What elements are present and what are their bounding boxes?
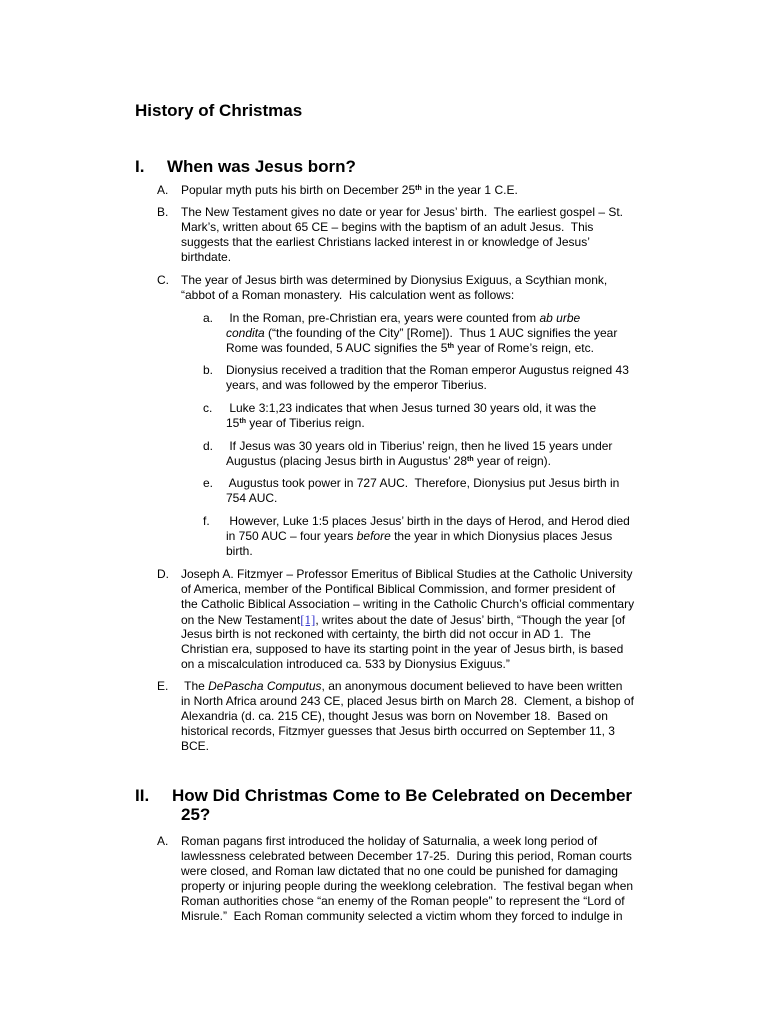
outline-item-a	[135, 834, 768, 924]
text-line	[181, 894, 768, 909]
italic-text: ab urbe	[539, 310, 581, 325]
text-run: Popular myth puts his birth on December 25	[181, 182, 416, 197]
text-line	[181, 183, 768, 198]
text-line	[181, 834, 768, 849]
outline-subitem-e	[181, 476, 768, 506]
document-body	[135, 157, 768, 925]
text-run: 15	[226, 415, 240, 430]
outline-subitem-b	[181, 363, 768, 393]
text-line	[181, 235, 768, 250]
text-line	[181, 864, 768, 879]
outline-subitem-c	[181, 401, 768, 431]
text-run: Rome was founded, 5 AUC signifies the 5	[226, 340, 448, 355]
section-heading-text	[172, 786, 768, 825]
section-numeral: I.	[135, 156, 145, 176]
text-run: Jesus birth is not reckoned with certainty, the birth did not occur in AD 1. The	[181, 626, 591, 641]
text-run: the year in which Dionysius places Jesus	[390, 529, 613, 543]
text-run: in the year 1 C.E.	[421, 182, 518, 197]
item-text	[181, 205, 768, 265]
text-line	[226, 416, 768, 431]
text-run: Luke 3:1,23 indicates that when Jesus turned 30 years old, it was the	[226, 400, 597, 415]
outline-item-c	[135, 273, 768, 559]
item-text	[226, 476, 768, 506]
text-line	[181, 273, 768, 288]
text-run: on a miscalculation introduced ca. 533 by Dionysius Exiguus.”	[181, 656, 510, 671]
text-line	[181, 679, 768, 694]
text-run: The year of Jesus birth was determined by Dionysius Exiguus, a Scythian monk,	[181, 272, 608, 287]
outline-subitem-a	[181, 311, 768, 356]
item-marker: C.	[157, 272, 169, 287]
text-line	[181, 849, 768, 864]
text-line	[226, 341, 768, 356]
text-run: 754 AUC.	[226, 491, 278, 506]
item-marker: f.	[203, 514, 210, 528]
outline-item-e	[135, 679, 768, 754]
section-heading-line: 25?	[181, 805, 211, 825]
text-line	[226, 401, 768, 416]
text-run: the Catholic Biblical Association – writing in the Catholic Church’s official commentary	[181, 596, 635, 611]
superscript-text: th	[467, 455, 474, 463]
section-2	[135, 786, 768, 924]
text-run: Roman authorities chose “an enemy of the Roman people” to represent the “Lord of	[181, 894, 625, 909]
item-text	[181, 679, 768, 754]
text-run: Joseph A. Fitzmyer – Professor Emeritus of Biblical Studies at the Catholic University	[181, 566, 633, 581]
text-line	[181, 627, 768, 642]
text-line	[181, 205, 768, 220]
text-line	[226, 529, 768, 544]
text-run: , writes about the date of Jesus’ birth, “Though the year [of	[315, 612, 626, 627]
section-heading-line: When was Jesus born?	[167, 156, 356, 176]
item-marker: e.	[203, 476, 214, 491]
text-line	[181, 597, 768, 612]
text-run: year of Rome’s reign, etc.	[454, 340, 594, 355]
item-marker: d.	[203, 438, 214, 453]
text-run: Christian era, supposed to have its starting point in the year of Jesus birth, is based	[181, 641, 624, 656]
section-heading	[135, 786, 768, 824]
section-heading-line: How Did Christmas Come to Be Celebrated on December	[172, 786, 633, 806]
item-text	[226, 363, 768, 393]
item-text	[226, 514, 768, 559]
text-run: lawlessness celebrated between December 17-25. During this period, Roman courts	[181, 849, 632, 864]
text-line	[226, 544, 768, 559]
text-run: of America, member of the Pontifical Biblical Commission, and former president of	[181, 581, 616, 596]
section-heading-text	[167, 157, 768, 176]
outline-item-b	[135, 205, 768, 265]
text-run: year of reign).	[473, 453, 552, 468]
text-line	[181, 250, 768, 265]
text-run: “abbot of a Roman monastery. His calculation went as follows:	[181, 287, 515, 302]
item-text	[181, 834, 768, 924]
section-heading	[135, 157, 768, 176]
text-run: Dionysius received a tradition that the Roman emperor Augustus reigned 43	[226, 363, 629, 378]
text-run: Mark’s, written about 65 CE – begins with the baptism of an adult Jesus. This	[181, 220, 594, 235]
text-line	[226, 363, 768, 378]
text-line	[181, 657, 768, 672]
text-run: (“the founding of the City” [Rome]). Thus 1 AUC signifies the year	[264, 325, 618, 340]
text-run: in North Africa around 243 CE, placed Jesus birth on March 28. Clement, a bishop of	[181, 694, 634, 709]
text-line	[181, 288, 768, 303]
text-run: year of Tiberius reign.	[245, 415, 365, 430]
footnote-link[interactable]: [1]	[300, 611, 316, 627]
text-run: Alexandria (d. ca. 215 CE), thought Jesus was born on November 18. Based on	[181, 709, 608, 724]
text-run: The New Testament gives no date or year for Jesus’ birth. The earliest gospel – St.	[181, 205, 624, 220]
text-line	[226, 326, 768, 341]
text-line	[226, 491, 768, 506]
item-marker: c.	[203, 400, 213, 415]
text-run: historical records, Fitzmyer guesses that Jesus birth occurred on September 11, 3	[181, 724, 615, 739]
item-text	[226, 439, 768, 469]
document-title: History of Christmas	[135, 101, 303, 120]
text-line	[181, 909, 768, 924]
item-text	[226, 311, 768, 356]
text-run: suggests that the earliest Christians lacked interest in or knowledge of Jesus’	[181, 235, 590, 250]
item-text	[181, 273, 768, 303]
italic-text: before	[356, 529, 391, 543]
text-line	[226, 439, 768, 454]
text-run: in 750 AUC – four years	[226, 529, 357, 543]
item-text	[181, 183, 768, 198]
outline-subitem-d	[181, 439, 768, 469]
item-marker: B.	[157, 205, 169, 220]
item-marker: D.	[157, 566, 169, 581]
outline-sublist	[181, 311, 768, 559]
text-run: Augustus (placing Jesus birth in Augustus’ 28	[226, 453, 468, 468]
text-run: In the Roman, pre-Christian era, years were counted from	[226, 310, 540, 325]
text-line	[226, 514, 768, 529]
text-run: Roman pagans first introduced the holiday of Saturnalia, a week long period of	[181, 834, 598, 849]
text-run: Misrule.” Each Roman community selected a victim whom they forced to indulge in	[181, 909, 623, 924]
section-1	[135, 157, 768, 755]
outline-item-a	[135, 183, 768, 198]
outline-subitem-f	[181, 514, 768, 559]
text-line	[181, 582, 768, 597]
text-run: BCE.	[181, 739, 210, 754]
item-marker: a.	[203, 310, 214, 325]
text-run: years, and was followed by the emperor Tiberius.	[226, 378, 487, 393]
text-line	[226, 378, 768, 393]
outline-item-d	[135, 567, 768, 672]
text-line	[226, 476, 768, 491]
item-text	[226, 401, 768, 431]
text-run: If Jesus was 30 years old in Tiberius’ reign, then he lived 15 years under	[226, 438, 613, 453]
superscript-text: th	[239, 417, 246, 425]
text-line	[181, 567, 768, 582]
text-line	[181, 612, 768, 627]
text-run: The	[181, 679, 209, 694]
item-marker: A.	[157, 182, 169, 197]
item-marker: b.	[203, 363, 214, 378]
text-run: However, Luke 1:5 places Jesus’ birth in the days of Herod, and Herod died	[226, 514, 630, 528]
outline-list	[135, 834, 768, 924]
italic-text: DePascha Computus	[208, 679, 322, 694]
item-marker: E.	[157, 679, 169, 694]
superscript-text: th	[415, 184, 422, 192]
text-run: , an anonymous document believed to have been written	[321, 679, 623, 694]
text-run: birthdate.	[181, 250, 232, 265]
superscript-text: th	[447, 342, 455, 350]
text-line	[181, 724, 768, 739]
text-run: property or injuring people during the weeklong celebration. The festival began when	[181, 879, 634, 894]
text-line	[181, 739, 768, 754]
outline-list	[135, 183, 768, 755]
section-numeral: II.	[135, 786, 150, 806]
text-run: on the New Testament	[181, 612, 301, 627]
text-line	[181, 709, 768, 724]
text-line	[226, 454, 768, 469]
text-line	[181, 642, 768, 657]
text-run: birth.	[226, 544, 253, 558]
item-marker: A.	[157, 834, 169, 849]
text-run: Augustus took power in 727 AUC. Therefore, Dionysius put Jesus birth in	[226, 476, 620, 491]
text-line	[181, 220, 768, 235]
text-run: were closed, and Roman law dictated that no one could be punished for damaging	[181, 864, 618, 879]
text-line	[181, 879, 768, 894]
text-line	[226, 311, 768, 326]
text-line	[181, 694, 768, 709]
item-text	[181, 567, 768, 672]
italic-text: condita	[226, 325, 265, 340]
